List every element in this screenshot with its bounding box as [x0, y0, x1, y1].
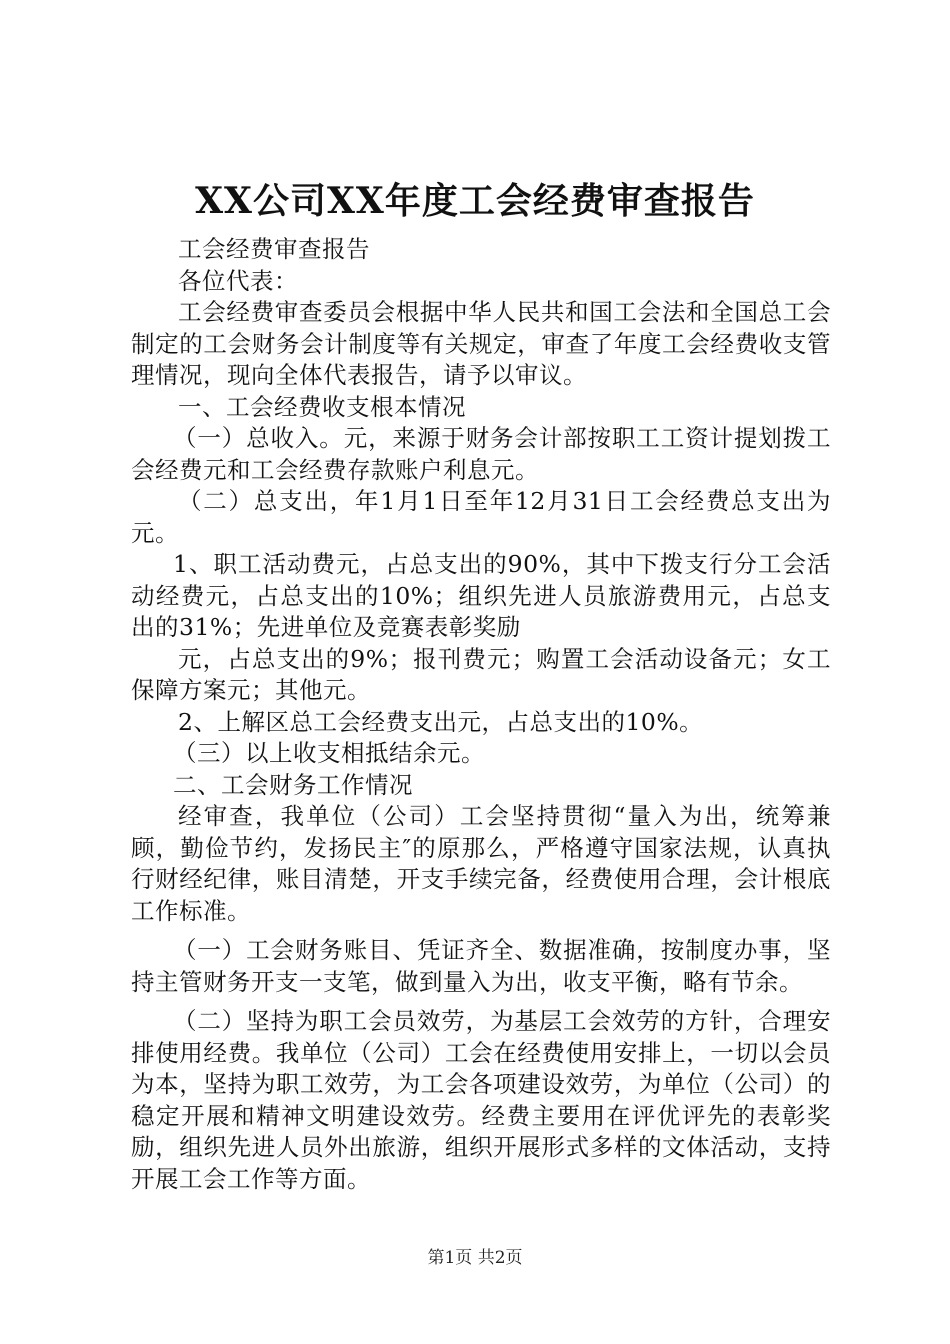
district-union-paragraph: 2、上解区总工会经费支出元，占总支出的10%。	[178, 707, 704, 736]
total-expense-paragraph: （二）总支出，年1月1日至年12月31日工会经费总支出为元。	[131, 487, 831, 547]
total-income-paragraph: （一）总收入。元，来源于财务会计部按职工工资计提划拨工会经费元和工会经费存款账户利息元。	[131, 424, 831, 484]
activity-expense-continued: 元，占总支出的9%；报刊费元；购置工会活动设备元；女工保障方案元；其他元。	[131, 644, 831, 704]
page-footer: 第1页 共2页	[427, 1248, 523, 1268]
document-title: XX公司XX年度工会经费审查报告	[195, 180, 755, 222]
report-heading: 工会经费审查报告	[178, 235, 370, 263]
accounts-paragraph: （一）工会财务账目、凭证齐全、数据准确，按制度办事，坚持主管财务开支一支笔，做到量入为出，收支平衡，略有节余。	[131, 936, 831, 996]
service-paragraph: （二）坚持为职工会员效劳，为基层工会效劳的方针，合理安排使用经费。我单位（公司）工会在经费使用安排上，一切以会员为本，坚持为职工效劳，为工会各项建设效劳，为单位（公司）的稳定开展和精神文明建设效劳。经费主要用在评优评先的表彰奖励，组织先进人员外出旅游，组织开展形式多样的文体活动，支持开展工会工作等方面。	[131, 1007, 831, 1193]
balance-paragraph: （三）以上收支相抵结余元。	[173, 739, 485, 767]
section-heading-2: 二、工会财务工作情况	[173, 770, 413, 799]
salutation: 各位代表：	[178, 266, 298, 295]
activity-expense-paragraph: 1、职工活动费元，占总支出的90%，其中下拨支行分工会活动经费元，占总支出的10%；组织先进人员旅游费用元，占总支出的31%；先进单位及竞赛表彰奖励	[131, 550, 831, 641]
section-heading-1: 一、工会经费收支根本情况	[178, 392, 466, 421]
document-body	[131, 234, 831, 1195]
review-paragraph: 经审查，我单位（公司）工会坚持贯彻“量入为出，统筹兼顾，勤俭节约，发扬民主″的原那么，严格遵守国家法规，认真执行财经纪律，账目清楚，开支手续完备，经费使用合理，会计根底工作标准。	[131, 802, 831, 925]
intro-paragraph: 工会经费审查委员会根据中华人民共和国工会法和全国总工会制定的工会财务会计制度等有关规定，审查了年度工会经费收支管理情况，现向全体代表报告，请予以审议。	[131, 298, 831, 389]
